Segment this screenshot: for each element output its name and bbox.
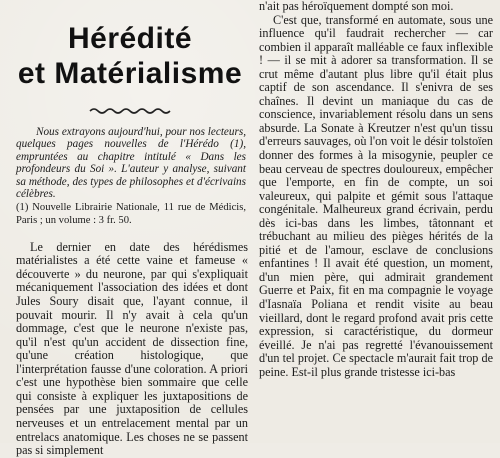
title-line-1: Hérédité: [67, 22, 193, 55]
title-line-2: et Matérialisme: [17, 57, 243, 90]
right-column: [253, 0, 499, 443]
right-body-text: [259, 0, 493, 379]
paragraph: n'ait pas héroïquement dompté son moi.: [259, 0, 454, 13]
paragraph: Le dernier en date des hérédismes matérialistes a été cette vaine et fameuse « découverte » du neurone, par qui s'expliquait mécaniquement l'association des idées et dont Jules Soury disait que, l'ayant connue, il pouvait mourir. Il n'y avait à cela qu'un dommage, c'est que le neurone n'existe pas, qu'il n'est qu'un accident de dissection fine, qu'une création histologique, que l'interprétation fausse d'une coloration. A priori c'est une hypothèse bien sommaire que celle qui consiste à expliquer les juxtapositions de pensées par une juxtaposition de cellules nerveuses et un entrelacement mental par un entrelacs anatomique. Les choses ne se passent pas si simplement: [16, 239, 248, 458]
article-chapeau: Nous extrayons aujourd'hui, pour nos lecteurs, quelques pages nouvelles de l'Hérédo (1), empruntées au chapitre intitulé « Dans les profondeurs du Soi ». L'auteur y analyse, suivant sa méthode, des types de philosophes et d'écrivains célèbres.: [16, 126, 246, 201]
article-footnote: (1) Nouvelle Librairie Nationale, 11 rue de Médicis, Paris ; un volume : 3 fr. 50.: [16, 202, 246, 226]
left-body-text: [16, 241, 248, 458]
article-title: [8, 22, 252, 92]
paragraph: C'est que, transformé en automate, sous une influence qu'il faudrait rechercher — car combien il apparaît malléable ce faux inflexible ! — il se mit à adorer sa transformation. Il se crut même d'autant plus libre qu'il était plus captif de son ascendance. Il s'enivra de ses chaînes. Il devint un maniaque du cas de conscience, invariablement résolu dans un sens absurde. La Sonate à Kreutzer n'est qu'un tissu d'erreurs sauvages, où l'on voit le désir tolstoïen donner des formes à la misogynie, peupler ce beau cerveau de spectres douloureux, empêcher que l'emporte, en fin de compte, un soi valeureux, qui palpite et gémit sous l'attaque congénitale. Malheureux grand écrivain, perdu dès ici-bas dans les limbes, tâtonnant et trébuchant au milieu des pièges hérités de la pitié et de l'amour, esclave de conclusions enfantines ! Il avait été question, un moment, d'un mien père, qui admirait grandement Guerre et Paix, fit en ma compagnie le voyage d'Iasnaïa Poliana et rendit visite au beau vieillard, dont le regard profond avait pris cette expression, si caractéristique, du dormeur éveillé. Je n'ai pas regretté l'évanouissement d'un tel projet. Ce spectacle m'aurait fait trop de peine. Est-il plus grande tristesse ici-bas: [259, 12, 493, 379]
left-column: [8, 0, 252, 458]
ornament-rule-icon: [88, 106, 172, 116]
